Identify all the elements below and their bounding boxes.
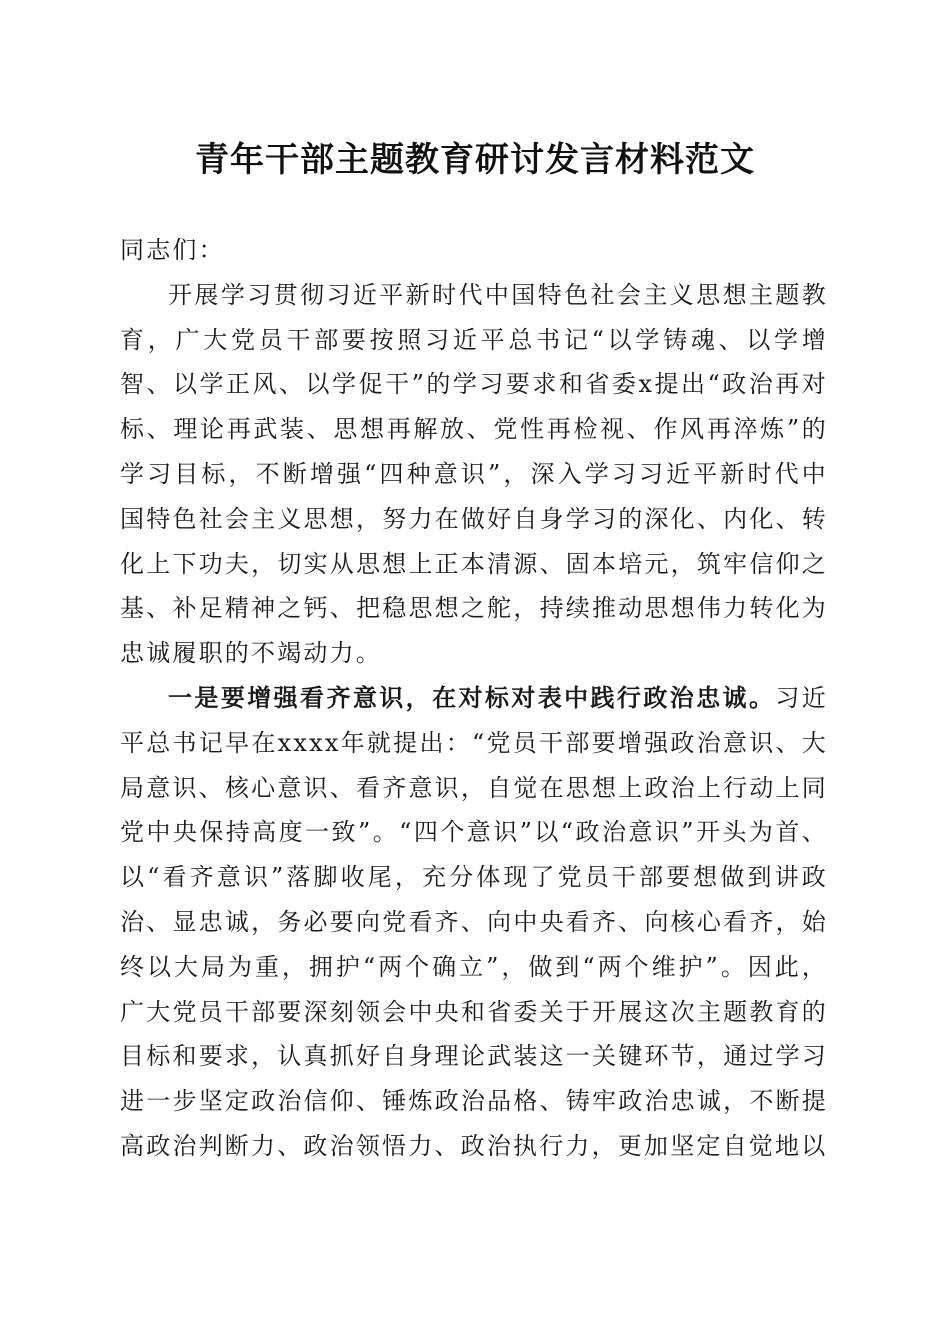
salutation: 同志们： bbox=[120, 236, 225, 264]
paragraph-body-text: 习近平总书记早在xxxx年就提出：“党员干部要增强政治意识、大局意识、核心意识、看齐意识，自觉在思想上政治上行动上同党中央保持高度一致”。“四个意识”以“政治意识”开头为首、以“看齐意识”落脚收尾，充分体现了党员干部要想做到讲政治、显忠诚，务必要向党看齐、向中央看齐、向核心看齐，始终以大局为重，拥护“两个确立”，做到“两个维护”。因此，广大党员干部要深刻领会中央和省委关于开展这次主题教育的目标和要求，认真抓好自身理论武装这一关键环节，通过学习进一步坚定政治信仰、锤炼政治品格、铸牢政治忠诚，不断提高政治判断力、政治领悟力、政治执行力，更加坚定自觉地以 bbox=[120, 683, 828, 1160]
document-title: 青年干部主题教育研讨发言材料范文 bbox=[195, 140, 755, 180]
document-body bbox=[120, 228, 828, 1169]
paragraph-intro: 开展学习贯彻习近平新时代中国特色社会主义思想主题教育，广大党员干部要按照习近平总书记“以学铸魂、以学增智、以学正风、以学促干”的学习要求和省委x提出“政治再对标、理论再武装、思想再解放、党性再检视、作风再淬炼”的学习目标，不断增强“四种意识”，深入学习习近平新时代中国特色社会主义思想，努力在做好自身学习的深化、内化、转化上下功夫，切实从思想上正本清源、固本培元，筑牢信仰之基、补足精神之钙、把稳思想之舵，持续推动思想伟力转化为忠诚履职的不竭动力。 bbox=[120, 280, 828, 668]
paragraph-lead-sentence: 一是要增强看齐意识，在对标对表中践行政治忠诚。 bbox=[168, 682, 776, 712]
paragraph-point-one bbox=[120, 676, 828, 1169]
